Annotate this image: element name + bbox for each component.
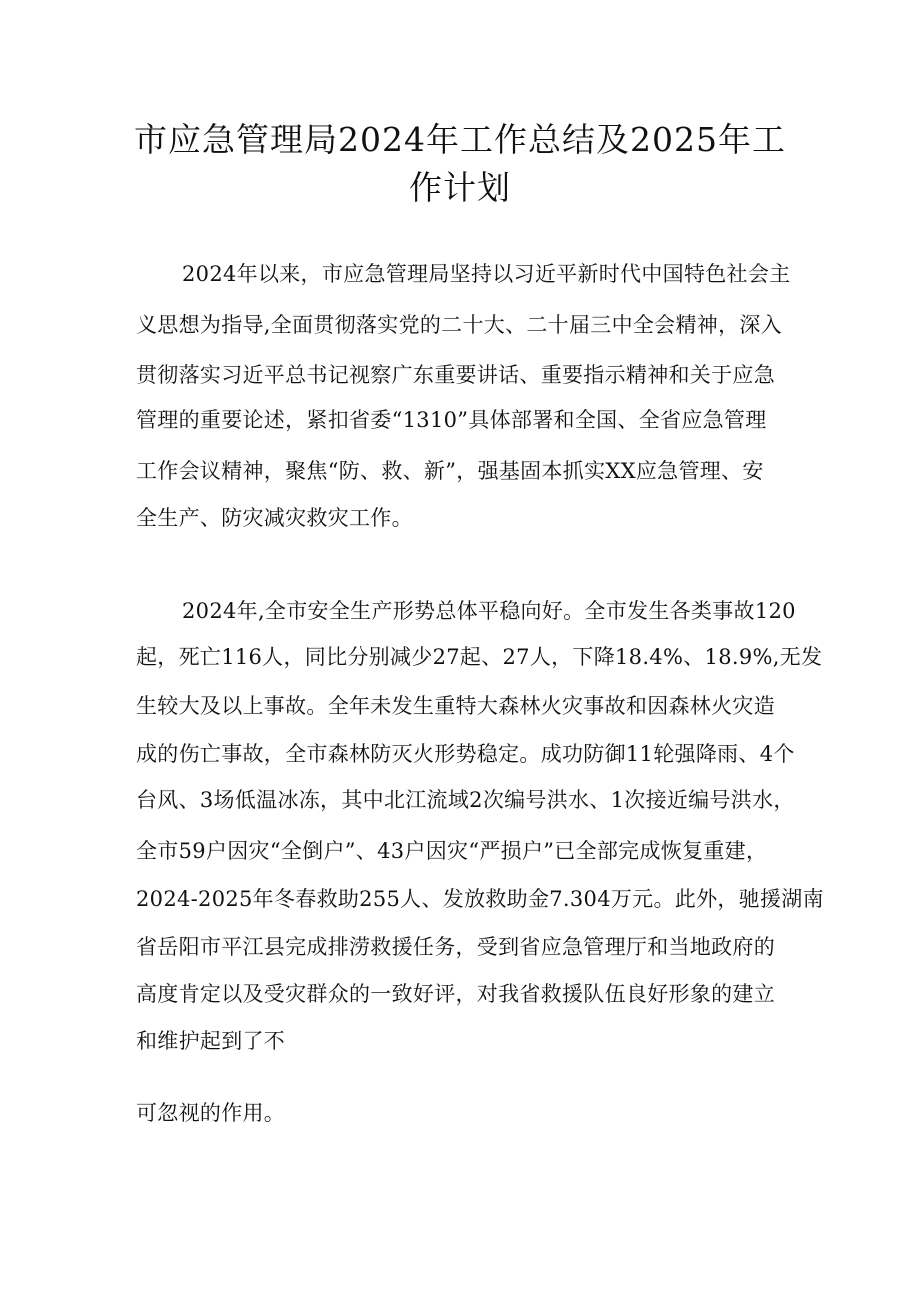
paragraph-2-line: 成的伤亡事故，全市森林防灭火形势稳定。成功防御11轮强降雨、4个 (136, 742, 795, 766)
paragraph-2-line: 生较大及以上事故。全年未发生重特大森林火灾事故和因森林火灾造 (136, 694, 775, 718)
paragraph-1-line: 全生产、防灾减灾救灾工作。 (136, 506, 413, 530)
paragraph-2-line: 2024-2025年冬春救助255人、发放救助金7.304万元。此外，驰援湖南 (136, 887, 824, 911)
document-title-line-1: 市应急管理局2024年工作总结及2025年工 (134, 120, 786, 159)
paragraph-1-line: 管理的重要论述，紧扣省委“1310”具体部署和全国、全省应急管理 (136, 408, 767, 432)
paragraph-2-line: 省岳阳市平江县完成排涝救援任务，受到省应急管理厅和当地政府的 (136, 935, 775, 959)
paragraph-1-line: 义思想为指导,全面贯彻落实党的二十大、二十届三中全会精神，深入 (136, 313, 782, 337)
paragraph-2-line: 和维护起到了不 (136, 1029, 286, 1053)
paragraph-1-line: 工作会议精神，聚焦“防、救、新”，强基固本抓实XX应急管理、安 (136, 459, 764, 483)
paragraph-3-line: 可忽视的作用。 (136, 1101, 286, 1125)
paragraph-2-line: 起，死亡116人，同比分别减少27起、27人，下降18.4%、18.9%,无发 (136, 645, 823, 669)
paragraph-2-line: 台风、3场低温冰冻，其中北江流域2次编号洪水、1次接近编号洪水， (136, 788, 795, 812)
paragraph-1-line: 2024年以来，市应急管理局坚持以习近平新时代中国特色社会主 (182, 262, 791, 286)
paragraph-2-line: 全市59户因灾“全倒户”、43户因灾“严损户”已全部完成恢复重建， (136, 839, 768, 863)
paragraph-1-line: 贯彻落实习近平总书记视察广东重要讲话、重要指示精神和关于应急 (136, 363, 775, 387)
paragraph-2-line: 2024年,全市安全生产形势总体平稳向好。全市发生各类事故120 (182, 599, 796, 623)
paragraph-2-line: 高度肯定以及受灾群众的一致好评，对我省救援队伍良好形象的建立 (136, 982, 775, 1006)
document-title-line-2: 作计划 (409, 168, 511, 207)
